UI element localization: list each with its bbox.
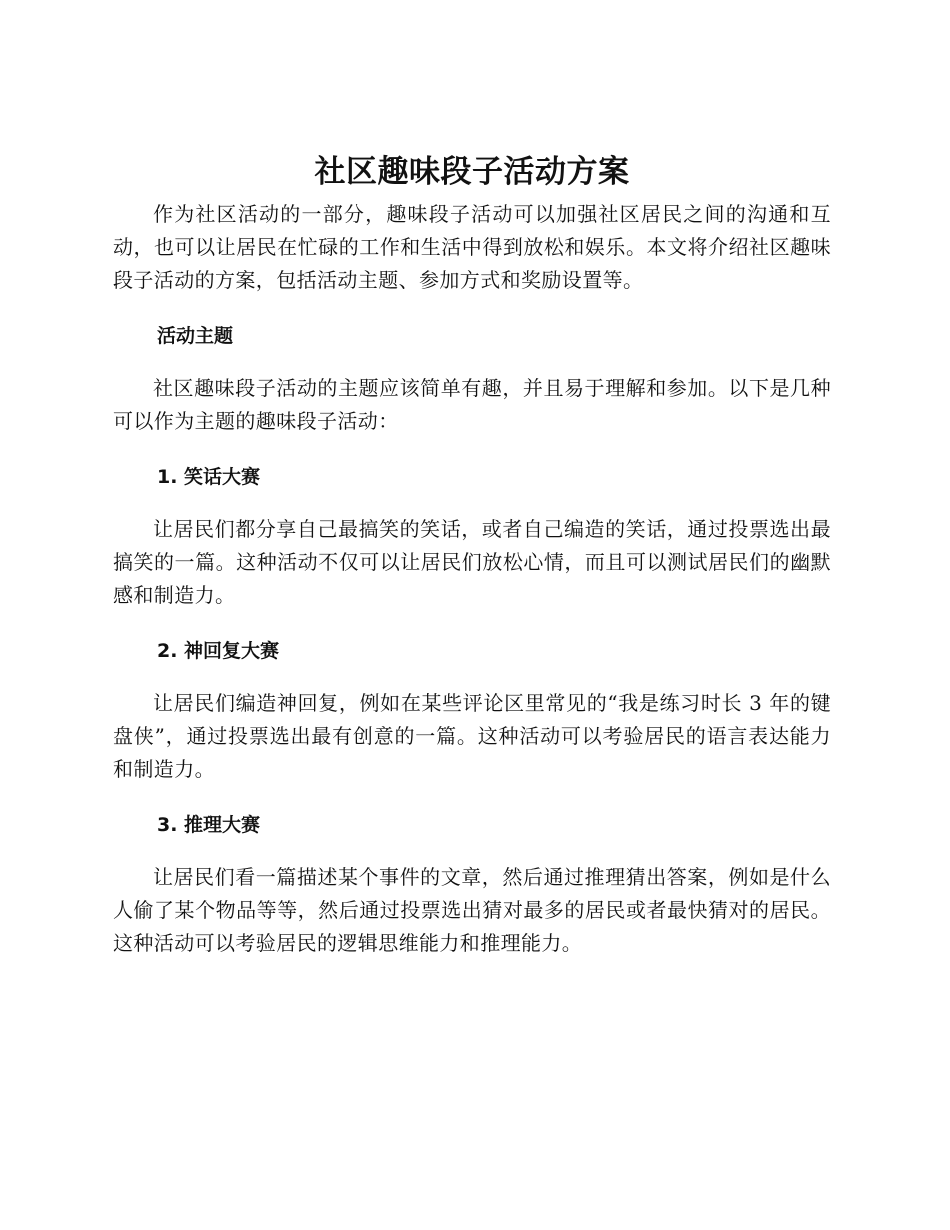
theme-paragraph: 社区趣味段子活动的主题应该简单有趣，并且易于理解和参加。以下是几种可以作为主题的趣味段子活动：: [113, 376, 831, 433]
item-paragraph-joke-contest: 让居民们都分享自己最搞笑的笑话，或者自己编造的笑话，通过投票选出最搞笑的一篇。这种活动不仅可以让居民们放松心情，而且可以测试居民们的幽默感和制造力。: [113, 517, 831, 607]
document-title: 社区趣味段子活动方案: [314, 154, 630, 190]
intro-paragraph: 作为社区活动的一部分，趣味段子活动可以加强社区居民之间的沟通和互动，也可以让居民在忙碌的工作和生活中得到放松和娱乐。本文将介绍社区趣味段子活动的方案，包括活动主题、参加方式和奖励设置等。: [113, 202, 831, 292]
section-heading-theme: 活动主题: [157, 325, 234, 347]
item-paragraph-reasoning-contest: 让居民们看一篇描述某个事件的文章，然后通过推理猜出答案，例如是什么人偷了某个物品等等，然后通过投票选出猜对最多的居民或者最快猜对的居民。这种活动可以考验居民的逻辑思维能力和推理能力。: [113, 865, 831, 955]
item-heading-reply-contest: 2. 神回复大赛: [157, 640, 280, 662]
item-heading-joke-contest: 1. 笑话大赛: [157, 466, 261, 488]
document-page: [113, 146, 831, 960]
item-paragraph-reply-contest: 让居民们编造神回复，例如在某些评论区里常见的“我是练习时长 3 年的键盘侠”，通过投票选出最有创意的一篇。这种活动可以考验居民的语言表达能力和制造力。: [113, 691, 831, 781]
item-heading-reasoning-contest: 3. 推理大赛: [157, 814, 261, 836]
